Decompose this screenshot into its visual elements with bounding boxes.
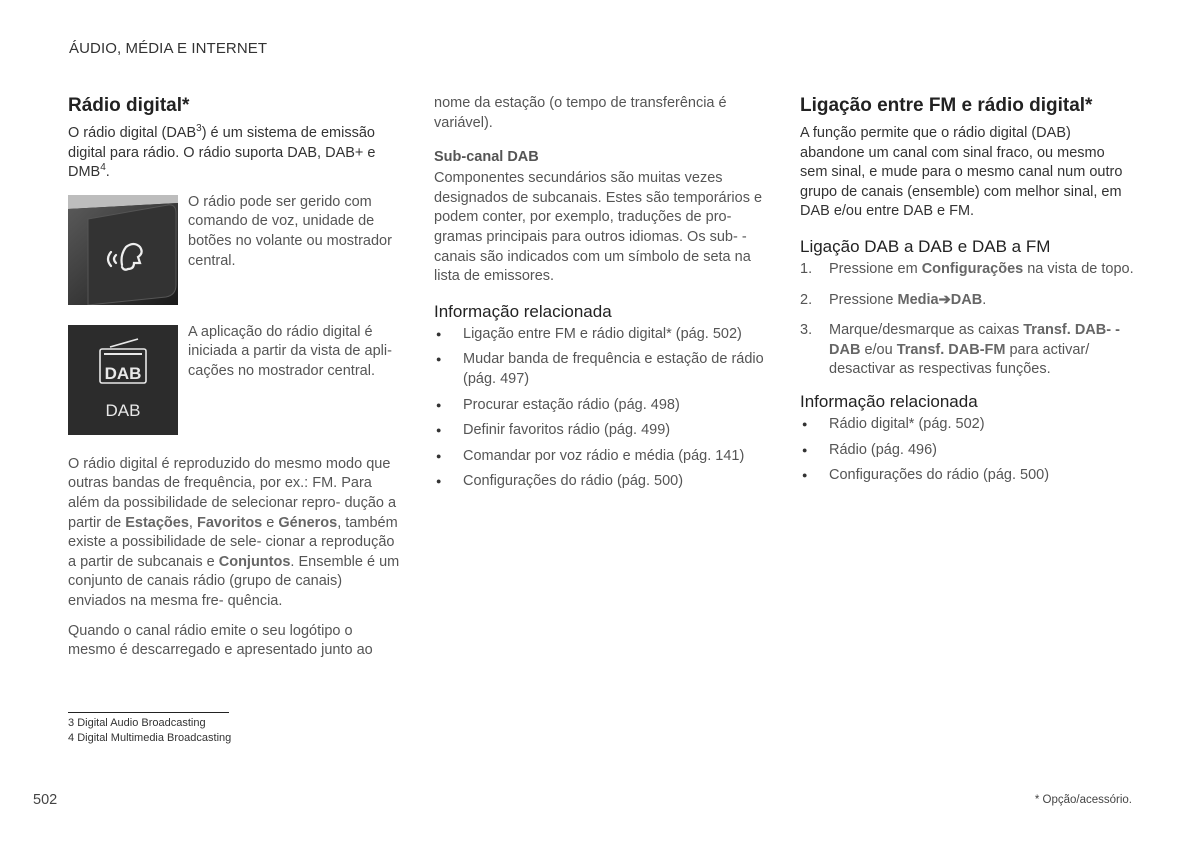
section-header: ÁUDIO, MÉDIA E INTERNET <box>69 40 268 57</box>
page-number: 502 <box>33 792 58 808</box>
subchannel-heading: Sub-canal DAB <box>434 149 539 166</box>
dab-link-subheading: Ligação DAB a DAB e DAB a FM <box>800 236 1051 256</box>
playback-paragraph: O rádio digital é reproduzido do mesmo modo que outras bandas de frequência, por ex.: FM. Para além da possibilidade de selecionar repro- dução a partir de Estações, Favoritos e Géneros, também existe a possibilidade de sele- cionar a reprodução a partir de subcanais e Conjuntos. Ensemble é um conjunto de canais rádio (grupo de canais) enviados na mesma fre- quência. <box>68 455 400 609</box>
subchannel-paragraph: Componentes secundários são muitas vezes designados de subcanais. Estes são temporários e podem conter, por exemplo, traduções de pro- gramas principais para outros idiomas. Os sub- -canais são indicados com um símbolo de seta na lista de emissores. <box>434 170 763 285</box>
related-links-list-2 <box>800 415 1135 486</box>
voice-control-figure <box>68 195 403 305</box>
intro-paragraph: O rádio digital (DAB$^3$) é um sistema de emissão digital para rádio. O rádio suporta DAB, DAB+ e DMB$^4$. <box>68 123 376 181</box>
step-item: 1. Pressione em Configurações na vista de topo. <box>800 260 1134 277</box>
related-link[interactable]: ● Definir favoritos rádio (pág. 499) <box>434 421 764 441</box>
column-middle <box>434 94 764 498</box>
ensembles-label: Conjuntos <box>218 553 291 570</box>
steps-list <box>800 260 1135 380</box>
related-link[interactable]: ● Configurações do rádio (pág. 500) <box>800 466 1135 486</box>
dab-label: DAB <box>950 291 983 308</box>
footnote-divider <box>68 712 229 713</box>
fm-link-intro: A função permite que o rádio digital (DAB) abandone um canal com sinal fraco, ou mesmo sem sinal, e mude para o mesmo canal num outro grupo de canais (ensemble) com melhor sinal, em DAB e/ou entre DAB e FM. <box>800 125 1123 220</box>
column-right <box>800 94 1135 492</box>
genres-label: Géneros <box>278 514 338 531</box>
logo-paragraph: Quando o canal rádio emite o seu logótipo o mesmo é descarregado e apresentado junto ao <box>68 622 373 659</box>
media-label: Media <box>897 291 939 308</box>
dab-app-text: A aplicação do rádio digital é iniciada a partir da vista de apli- cações no mostrador central. <box>188 323 392 379</box>
dab-caption: DAB <box>105 400 141 420</box>
settings-label: Configurações <box>921 260 1024 277</box>
dab-icon-label: DAB <box>104 363 142 383</box>
favorites-label: Favoritos <box>196 514 263 531</box>
related-links-list <box>434 325 764 492</box>
voice-button-image <box>68 195 178 305</box>
continuation-paragraph: nome da estação (o tempo de transferência é variável). <box>434 95 727 131</box>
related-link[interactable]: ● Procurar estação rádio (pág. 498) <box>434 396 764 416</box>
column-left <box>68 94 403 671</box>
stations-label: Estações <box>125 514 189 531</box>
voice-control-text: O rádio pode ser gerido com comando de voz, unidade de botões no volante ou mostrador central. <box>188 193 392 269</box>
option-note: * Opção/acessório. <box>1034 794 1132 806</box>
footnote-4: 4 Digital Multimedia Broadcasting <box>68 731 232 744</box>
transf-dab-dab-label: Transf. DAB- -DAB <box>829 322 1120 358</box>
footnote-ref-3[interactable]: 3 <box>196 123 202 135</box>
related-link[interactable]: ● Ligação entre FM e rádio digital* (pág. 502) <box>434 325 764 345</box>
footnote-3: 3 Digital Audio Broadcasting <box>68 717 206 729</box>
dab-app-figure <box>68 325 403 435</box>
step-item: 2. Pressione Media➔DAB. <box>800 291 987 308</box>
related-link[interactable]: ● Configurações do rádio (pág. 500) <box>434 472 764 492</box>
related-info-heading: Informação relacionada <box>434 301 612 321</box>
related-link[interactable]: ● Rádio digital* (pág. 502) <box>800 415 1135 435</box>
related-link[interactable]: ● Rádio (pág. 496) <box>800 441 1135 461</box>
dab-app-image[interactable] <box>68 325 178 435</box>
arrow-right-icon: ➔ <box>938 291 951 308</box>
article-title: Rádio digital* <box>68 95 190 116</box>
step-item: 3. Marque/desmarque as caixas Transf. DAB- -DAB e/ou Transf. DAB-FM para activar/ desactivar as respectivas funções. <box>800 322 1120 378</box>
fm-link-title: Ligação entre FM e rádio digital* <box>800 95 1093 116</box>
related-info-heading-2: Informação relacionada <box>800 391 978 411</box>
transf-dab-fm-label: Transf. DAB-FM <box>896 341 1006 358</box>
footnotes <box>68 716 231 745</box>
related-link[interactable]: ● Mudar banda de frequência e estação de rádio (pág. 497) <box>434 350 764 389</box>
footnote-ref-4[interactable]: 4 <box>100 162 106 174</box>
related-link[interactable]: ● Comandar por voz rádio e média (pág. 141) <box>434 447 764 467</box>
